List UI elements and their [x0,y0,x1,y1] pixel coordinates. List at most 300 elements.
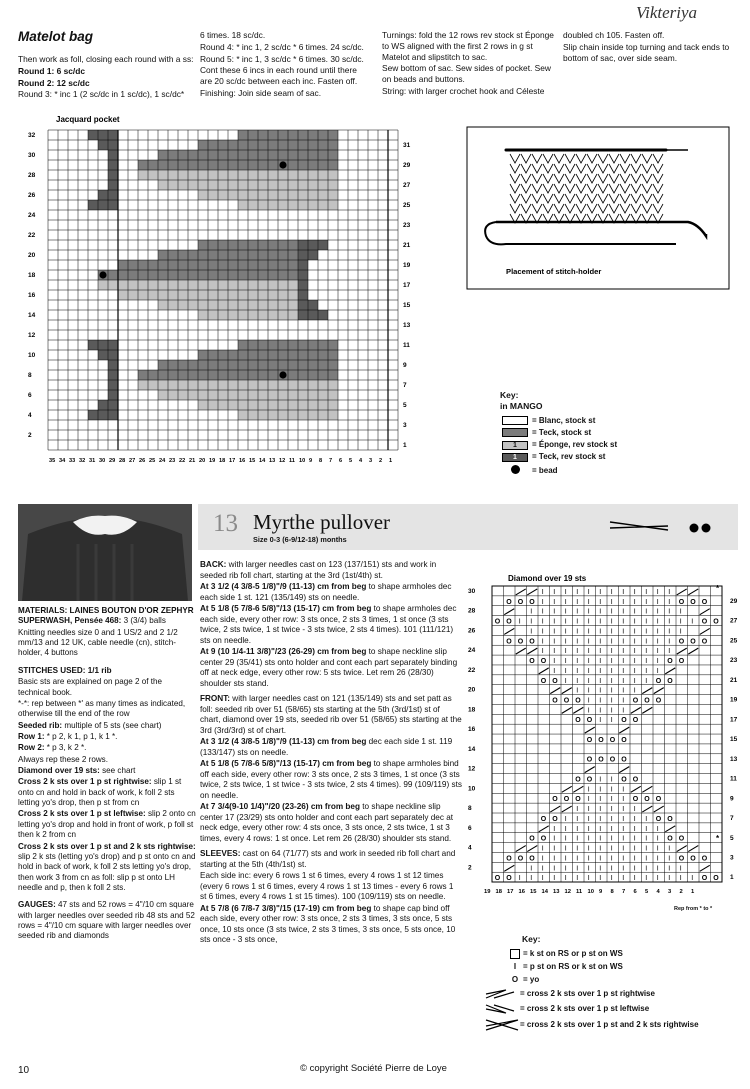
stitch-number: 4 [656,889,660,896]
stitch-number: 14 [541,889,548,896]
fish-cell [228,150,238,160]
cross-mark [654,688,664,694]
fish-cell [278,200,288,210]
purl-mark: I [668,638,671,646]
matelot-line: Finishing: Join side seam of sac. [200,87,322,98]
yo-mark: O [655,697,662,705]
cross-mark [527,589,537,595]
fish-cell [148,260,158,270]
row-number: 22 [28,232,36,239]
matelot-title: Matelot bag [18,29,94,44]
purl-mark: I [656,588,659,596]
purl-mark: I [645,658,648,666]
fish-cell [178,360,188,370]
fish-cell [128,260,138,270]
instruction-head: At 7 3/4(9-10 1/4)"/20 (23-26) cm from beg [200,802,360,811]
fish-cell [288,380,298,390]
fish-cell [248,240,258,250]
stitch-number: 15 [249,458,256,464]
yo-mark: O [644,697,650,705]
row-number: 5 [730,834,734,842]
stitch-number: 32 [79,458,86,464]
yo-mark: O [609,736,616,744]
diamond-head: Diamond over 19 sts: [18,766,100,776]
needles-icon [606,516,726,540]
purl-mark: I [656,875,659,883]
fish-cell [328,400,338,410]
purl-mark: I [541,648,544,656]
purl-mark: I [656,667,659,675]
fish-cell [198,380,208,390]
stitch-number: 33 [69,458,76,464]
fish-cell [318,400,328,410]
stitch-number: 28 [119,458,126,464]
fish-cell [258,250,268,260]
fish-cell [138,290,148,300]
row-number: 6 [28,392,32,399]
fish-cell [278,190,288,200]
purl-mark: I [599,855,602,863]
fish-cell [258,160,268,170]
key-row [500,427,619,439]
yo-mark: O [678,835,685,843]
always-rep: Always rep these 2 rows. [18,754,108,764]
yo-mark: O [678,638,685,646]
yo-mark: O [701,598,708,606]
yo-mark: O [701,618,708,626]
purl-mark: I [645,845,648,853]
fish-cell [158,250,168,260]
purl-mark: I [576,667,579,675]
yo-mark: O [540,677,547,685]
fish-cell [318,190,328,200]
fish-cell [168,280,178,290]
fish-cell [298,340,308,350]
fish-cell [178,290,188,300]
fish-cell [268,350,278,360]
purl-mark: I [668,865,671,873]
fish-cell [248,270,258,280]
key-subtitle: in MANGO [500,400,543,411]
instruction-text: to shape armholes dec each side 1 st. 121 (135/149) sts on needle. [200,582,452,602]
fish-cell [138,260,148,270]
cross-mark [688,589,698,595]
fish-cell [328,130,338,140]
fish-cell [238,300,248,310]
purl-mark: I [610,806,613,814]
purl-mark: I [645,875,648,883]
fish-cell [268,240,278,250]
instruction-text: to shape armholes dec each side, every other row: 3 sts once, 2 sts 3 times, 1 st once (3 sts twice, 2 sts twice, 1 st twice - 3 sts twice, 2 sts 4 times). 101 (111/121) sts on needle. [200,604,457,645]
fish-cell [308,350,318,360]
instruction-paragraph [200,737,462,758]
key-title: Key: [500,390,519,400]
fish-cell [268,130,278,140]
stitch-number: 25 [149,458,156,464]
instruction-text: with larger needles cast on 121 (135/149) sts and set patt as foll: seeded rib over 51 (58/65) sts starting at the 5th (3rd/1st) st of chart, diamond over 19 sts, seeded rib over 51 (58/65) sts starting at the 3rd (3rd/3rd) st of chart. [200,694,462,735]
stitch-number: 12 [279,458,286,464]
row-number: 13 [730,755,738,763]
purl-mark: I [656,845,659,853]
fish-cell [248,300,258,310]
fish-cell [168,270,178,280]
fish-cell [298,130,308,140]
key2-row [478,1002,748,1017]
fish-cell [198,160,208,170]
yo-mark-icon: O [511,975,519,985]
fish-cell [198,240,208,250]
fish-cell [148,270,158,280]
fish-cell [198,400,208,410]
purl-mark: I [541,598,544,606]
cross-left-text: slip 2 onto cn letting yo's drop and hold in front of work, p foll st then k 2 from cn [18,809,196,840]
fish-cell [178,390,188,400]
key2-row [478,987,748,1002]
fish-cell [238,170,248,180]
pattern-title: Myrthe pullover [253,510,391,534]
yo-mark: O [494,875,501,883]
fish-cell [138,270,148,280]
row-number: 25 [403,202,411,209]
fish-cell [148,380,158,390]
cross-mark [619,727,629,733]
purl-mark: I [599,658,602,666]
stitch-number: 2 [379,458,383,464]
fish-cell [228,270,238,280]
materials-needles: Knitting needles size 0 and 1 US/2 and 2 1/2 mm/13 and 12 UK, cable needle (cn), stitch-holder, 4 buttons [18,627,178,658]
stitch-number: 15 [530,889,537,896]
fish-cell [288,130,298,140]
purl-mark: I [541,875,544,883]
fish-cell [238,190,248,200]
fish-cell [168,370,178,380]
purl-mark: I [622,815,625,823]
yo-mark: O [655,815,662,823]
fish-cell [238,250,248,260]
purl-mark: I [553,588,556,596]
purl-mark: I [668,588,671,596]
purl-mark: I [645,667,648,675]
purl-mark: I [599,825,602,833]
yo-mark: O [506,875,512,883]
fish-cell [248,380,258,390]
matelot-col2 [200,30,368,100]
fish-cell [108,180,118,190]
fish-cell [308,150,318,160]
fish-cell [298,280,308,290]
fish-cell [168,380,178,390]
row-number: 24 [468,647,476,655]
bead-dot [279,161,286,168]
purl-mark: I [645,865,648,873]
row-number: 26 [28,192,36,199]
row-number: 14 [468,745,476,753]
purl-mark: I [645,855,648,863]
stitch-number: 13 [553,889,560,896]
matelot-line: Cont these 6 incs in each round until there are 20 sc/dc between each inc. Fasten off. [200,65,358,86]
yo-mark: O [598,736,604,744]
fish-cell [228,260,238,270]
fish-cell [288,370,298,380]
instruction-paragraph [200,802,462,844]
purl-mark: I [668,618,671,626]
purl-mark: I [541,588,544,596]
fish-cell [298,360,308,370]
row-number: 4 [28,412,32,419]
stitch-number: 5 [349,458,353,464]
purl-mark: I [610,588,613,596]
purl-mark: I [645,835,648,843]
cross-mark [631,707,641,713]
cross-mark [562,707,572,713]
purl-mark: I [599,707,602,715]
purl-mark: I [553,618,556,626]
diamond-chart [462,570,738,896]
purl-mark: I [656,638,659,646]
fish-cell [198,360,208,370]
matelot-col3 [382,30,554,98]
purl-mark: I [610,697,613,705]
fish-cell [328,390,338,400]
cross-mark [677,589,687,595]
instruction-paragraph [200,647,462,689]
purl-mark: I [564,608,567,616]
fish-cell [328,350,338,360]
fish-cell [108,190,118,200]
fish-cell [278,300,288,310]
fish-cell [158,260,168,270]
yo-mark: O [644,796,650,804]
purl-mark: I [530,608,533,616]
cross-left-head: Cross 2 k sts over 1 p st leftwise: [18,809,146,819]
fish-cell [228,400,238,410]
fish-cell [208,370,218,380]
cross-mark [619,767,629,773]
purl-mark: I [576,806,579,814]
purl-mark: I [599,608,602,616]
purl-mark: I [622,667,625,675]
fish-cell [278,170,288,180]
stitch-number: 17 [507,889,514,896]
purl-mark: I [587,608,590,616]
instruction-paragraph [200,759,462,801]
row-number: 17 [730,716,738,724]
purl-mark: I [553,875,556,883]
fish-cell [308,340,318,350]
fish-cell [268,150,278,160]
matelot-line: Round 2: 12 sc/dc [18,77,90,88]
purl-mark: I [599,875,602,883]
cross-mark [562,688,572,694]
purl-mark: I [610,598,613,606]
row-number: 3 [730,854,734,862]
fish-cell [268,390,278,400]
materials-head: MATERIALS: LAINES BOUTON D'OR ZEPHYR SUPERWASH, Pensée 468: [18,606,194,626]
fish-cell [228,390,238,400]
fish-cell [198,370,208,380]
purl-mark: I [633,875,636,883]
instruction-head: At 5 1/8 (5 7/8-6 5/8)"/13 (15-17) cm from beg [200,604,372,613]
matelot-line: Then work as foll, closing each round with a ss: [18,54,194,64]
instruction-text: Each side inc: every 6 rows 1 st 6 times, every 4 rows 1 st 12 times (every 6 rows 1 st 6 times, every 4 rows 1 st 13 times - every 6 rows 1 st 6 times, every 4 rows 1 st 15 times). 100 (109/119) sts on needle. [200,871,454,901]
fish-cell [208,350,218,360]
fish-cell [278,130,288,140]
purl-mark: I [610,618,613,626]
fish-cell [278,310,288,320]
instruction-text: dec each side 1 st. 119 (133/147) sts on needle. [200,737,453,757]
fish-cell [268,290,278,300]
fish-cell [328,380,338,390]
fish-cell [288,200,298,210]
bead-icon [511,465,520,474]
fish-cell [208,260,218,270]
yo-mark: O [529,835,535,843]
bead-dot [99,271,106,278]
fish-cell [308,360,318,370]
fish-cell [188,390,198,400]
purl-mark: I [564,845,567,853]
row-number: 8 [28,372,32,379]
instruction-paragraph [200,560,462,581]
fish-cell [218,180,228,190]
fish-cell [108,340,118,350]
fish-cell [318,170,328,180]
fish-cell [208,150,218,160]
purl-mark: I [587,806,590,814]
fish-cell [228,250,238,260]
yo-mark: O [494,618,501,626]
purl-mark: I [633,638,636,646]
fish-cell [298,350,308,360]
purl-mark: I [645,618,648,626]
fish-cell [178,380,188,390]
row-number: 4 [468,844,472,852]
yo-mark: O [667,815,673,823]
purl-mark: I [576,608,579,616]
fish-cell [258,310,268,320]
instruction-paragraph [200,904,462,946]
instruction-head: BACK: [200,560,227,569]
fish-cell [208,250,218,260]
purl-mark: I [610,875,613,883]
row1-text: * p 2, k 1, p 1, k 1 *. [44,731,118,741]
fish-cell [108,160,118,170]
stitch-holder-illustration [466,126,730,290]
purl-mark: I [576,618,579,626]
fish-cell [308,190,318,200]
yo-mark: O [586,717,593,725]
stitch-number: 17 [229,458,236,464]
fish-cell [188,290,198,300]
purl-mark: I [622,875,625,883]
instruction-head: SLEEVES: [200,849,241,858]
cross-right-text: slip 1 st onto cn and hold in back of work, k foll 2 sts letting yo's drop, then p st from cn [18,777,182,808]
key-label: = bead [532,465,558,475]
stitch-number: 19 [484,889,491,896]
row-number: 30 [28,152,36,159]
fish-cell [258,260,268,270]
yo-mark: O [598,756,604,764]
yo-mark: O [506,618,512,626]
purl-mark: I [587,697,590,705]
fish-cell [208,290,218,300]
cross-mark [665,668,675,674]
purl-mark: I [530,618,533,626]
yo-mark: O [506,855,512,863]
fish-cell [328,360,338,370]
purl-mark: I [610,658,613,666]
instruction-paragraph [200,604,462,646]
stitch-number: 16 [518,889,525,896]
purl-mark: I [553,667,556,675]
stitch-number: 2 [679,889,683,896]
purl-mark: I [576,687,579,695]
purl-mark: I [576,588,579,596]
fish-cell [168,180,178,190]
pattern-number: 13 [213,510,238,537]
stitch-number: 20 [199,458,206,464]
fish-cell [188,360,198,370]
purl-mark: I [656,835,659,843]
purl-mark: I [553,845,556,853]
fish-cell [328,370,338,380]
stitch-number: 7 [329,458,333,464]
purl-mark: I [633,835,636,843]
fish-cell [228,350,238,360]
purl-mark: I [564,875,567,883]
purl-mark: I [645,677,648,685]
purl-mark: I [599,588,602,596]
fish-cell [248,260,258,270]
key2-row [478,961,748,974]
purl-mark: I [622,677,625,685]
purl-mark: I [599,618,602,626]
key-row [500,464,619,478]
cross-mark [585,727,595,733]
fish-cell [298,270,308,280]
row-number: 19 [403,262,411,269]
fish-cell [168,250,178,260]
fish-cell [188,280,198,290]
purl-mark: I [587,845,590,853]
fish-cell [98,280,108,290]
fish-cell [268,380,278,390]
purl-mark: I [668,855,671,863]
fish-cell [248,190,258,200]
fish-cell [218,380,228,390]
yo-mark: O [552,677,558,685]
yo-mark: O [690,855,696,863]
fish-cell [198,250,208,260]
fish-cell [208,140,218,150]
fish-cell [308,370,318,380]
purl-mark: I [645,825,648,833]
fish-cell [188,150,198,160]
purl-mark: I [610,845,613,853]
fish-cell [228,300,238,310]
fish-cell [118,260,128,270]
key-label: = Teck, rev stock st [532,452,606,462]
fish-cell [258,410,268,420]
purl-mark: I [576,648,579,656]
fish-cell [308,300,318,310]
purl-mark: I [610,815,613,823]
seeded-rib-head: Seeded rib: [18,720,63,730]
stitch-number: 19 [209,458,216,464]
cross-mark [665,826,675,832]
fish-cell [288,190,298,200]
purl-mark: I [599,638,602,646]
